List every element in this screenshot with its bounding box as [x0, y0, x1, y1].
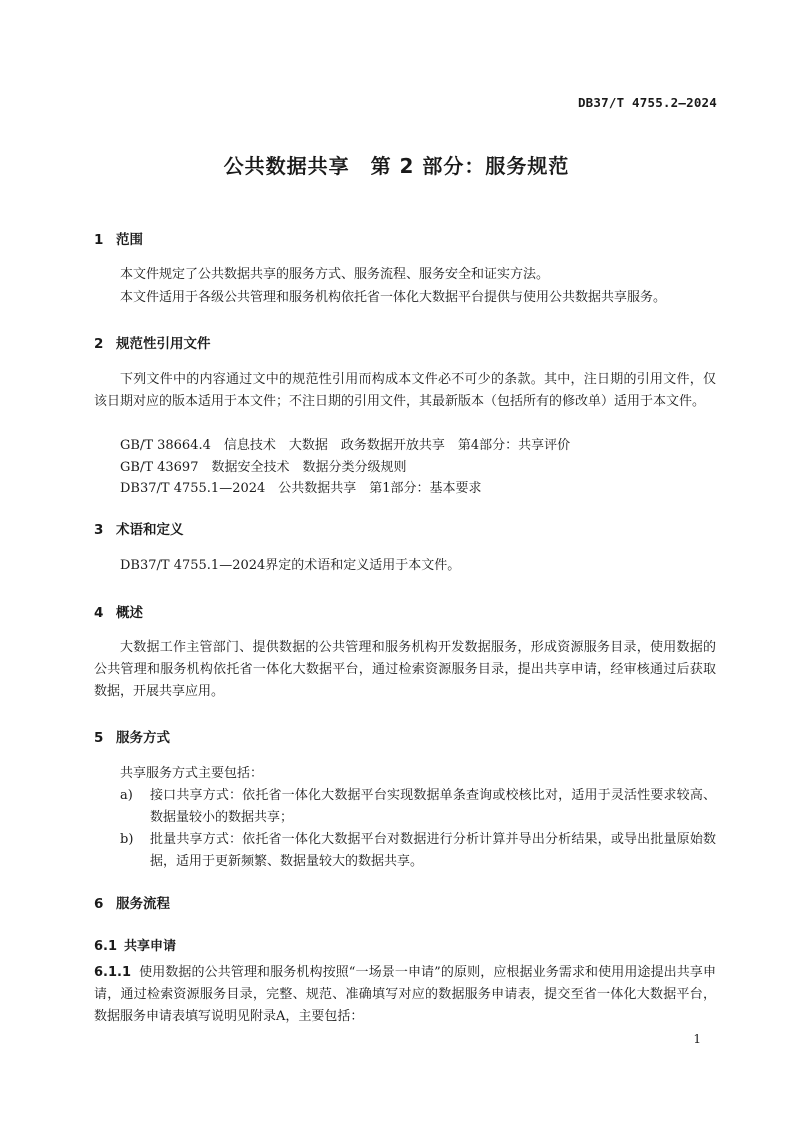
section-number: 3	[94, 522, 104, 538]
section-title: 术语和定义	[116, 522, 184, 538]
scope-paragraph-2: 本文件适用于各级公共管理和服务机构依托省一体化大数据平台提供与使用公共数据共享服务。	[120, 290, 667, 305]
section-title: 概述	[116, 605, 143, 621]
section-4-heading	[94, 601, 143, 621]
list-marker: a)	[120, 788, 133, 803]
section-1-heading	[94, 228, 143, 248]
list-item	[120, 829, 716, 873]
clause-6-1-1	[94, 962, 716, 1028]
page-number: 1	[693, 1032, 701, 1046]
reference-item: GB/T 38664.4 信息技术 大数据 政务数据开放共享 第4部分：共享评价	[120, 438, 571, 453]
section-3-heading	[94, 518, 184, 538]
list-marker: b)	[120, 832, 134, 847]
reference-item: GB/T 43697 数据安全技术 数据分类分级规则	[120, 460, 407, 475]
standard-code: DB37/T 4755.2—2024	[577, 95, 717, 110]
clause-number: 6.1.1	[94, 965, 132, 980]
subsection-title: 共享申请	[124, 939, 177, 954]
subsection-6-1-heading	[94, 935, 176, 954]
list-item-text: 批量共享方式：依托省一体化大数据平台对数据进行分析计算并导出分析结果，或导出批量原始数据，适用于更新频繁、数据量较大的数据共享。	[150, 832, 716, 869]
list-item-text: 接口共享方式：依托省一体化大数据平台实现数据单条查询或校核比对，适用于灵活性要求较高、数据量较小的数据共享；	[150, 788, 716, 825]
section-number: 4	[94, 605, 104, 621]
terms-paragraph: DB37/T 4755.1—2024界定的术语和定义适用于本文件。	[120, 558, 461, 573]
section-title: 范围	[116, 232, 143, 248]
scope-paragraph-1: 本文件规定了公共数据共享的服务方式、服务流程、服务安全和证实方法。	[120, 267, 550, 282]
section-number: 2	[94, 336, 104, 352]
normative-references-intro: 下列文件中的内容通过文中的规范性引用而构成本文件必不可少的条款。其中，注日期的引用文件，仅该日期对应的版本适用于本文件；不注日期的引用文件，其最新版本（包括所有的修改单）适用于本文件。	[94, 372, 716, 409]
clause-text: 使用数据的公共管理和服务机构按照“一场景一申请”的原则，应根据业务需求和使用用途提出共享申请，通过检索资源服务目录，完整、规范、准确填写对应的数据服务申请表，提交至省一体化大数据平台，数据服务申请表填写说明见附录A，主要包括：	[94, 965, 716, 1024]
section-number: 1	[94, 232, 104, 248]
section-title: 服务方式	[116, 730, 170, 746]
reference-item: DB37/T 4755.1—2024 公共数据共享 第1部分：基本要求	[120, 481, 482, 496]
subsection-number: 6.1	[94, 939, 118, 954]
section-number: 5	[94, 730, 104, 746]
section-6-heading	[94, 892, 170, 912]
section-2-heading	[94, 332, 211, 352]
service-mode-intro: 共享服务方式主要包括：	[120, 766, 264, 781]
document-title: 公共数据共享 第 2 部分：服务规范	[223, 154, 570, 178]
list-item	[120, 785, 716, 829]
overview-paragraph: 大数据工作主管部门、提供数据的公共管理和服务机构开发数据服务，形成资源服务目录，使用数据的公共管理和服务机构依托省一体化大数据平台，通过检索资源服务目录，提出共享申请，经审核通过后获取数据，开展共享应用。	[94, 640, 716, 699]
section-5-heading	[94, 726, 170, 746]
section-title: 规范性引用文件	[116, 336, 211, 352]
section-title: 服务流程	[116, 896, 170, 912]
section-number: 6	[94, 896, 104, 912]
